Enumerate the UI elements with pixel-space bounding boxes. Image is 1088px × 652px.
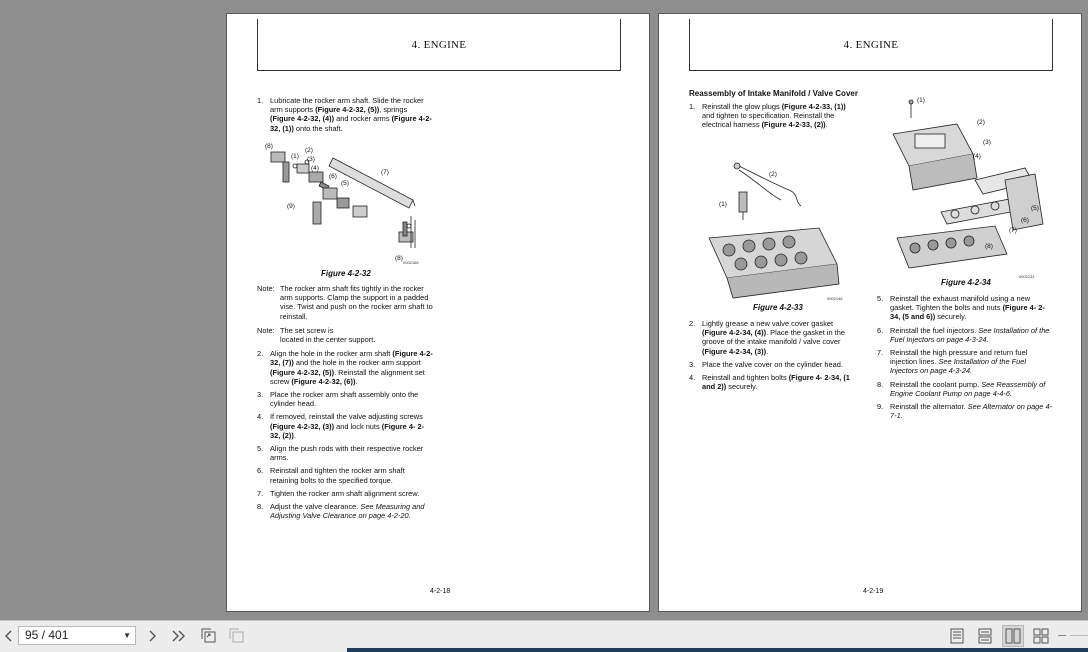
step-item: 2. Align the hole in the rocker arm shaft (Figure 4-2-32, (7)) and the hole in the rocker arm support (Figure 4-2-32, (5)). Reinstall the alignment set screw (Figure 4-2-32, (6)). — [257, 349, 433, 386]
callout-6: (6) — [329, 173, 337, 180]
page-number: 4-2-18 — [430, 588, 451, 595]
step-item: 5. Reinstall the exhaust manifold using a new gasket. Tighten the bolts and nuts (Figure 4- 2-34, (5 and 6)) securely. — [877, 294, 1045, 322]
rocker-arm-figure — [263, 136, 423, 264]
callout-2: (2) — [305, 147, 313, 154]
zoom-slider[interactable] — [1070, 635, 1088, 636]
rotate-copy-button[interactable] — [198, 625, 220, 647]
step-item: 5. Align the push rods with their respective rocker arms. — [257, 444, 424, 463]
two-page-view-button[interactable] — [1002, 625, 1024, 647]
callout-7: (7) — [381, 169, 389, 176]
callout-4: (4) — [973, 153, 981, 160]
continuous-view-button[interactable] — [974, 625, 996, 647]
step-item: 7. Reinstall the high pressure and return fuel injection lines. See Installation of the Fuel Injectors on page 4-3-24. — [877, 348, 1028, 376]
instructions-bottom — [257, 284, 433, 524]
step-item: 1. Reinstall the glow plugs (Figure 4-2-33, (1)) and tighten to specification. Reinstall the electrical harness (Figure 4-2-33, (2)). — [689, 102, 846, 130]
page-header — [689, 19, 1053, 71]
callout-2: (2) — [769, 171, 777, 178]
callout-8b: (8) — [395, 255, 403, 262]
continuous-icon — [977, 628, 993, 644]
step-item: 8. Adjust the valve clearance. See Measuring and Adjusting Valve Clearance on page 4-2-20. — [257, 502, 425, 521]
step-item: 7. Tighten the rocker arm shaft alignment screw. — [257, 488, 420, 498]
single-page-view-button[interactable] — [946, 625, 968, 647]
figure-caption: Figure 4-2-34 — [941, 278, 991, 287]
callout-1: (1) — [719, 201, 727, 208]
page-header — [257, 19, 621, 71]
chevron-left-icon — [4, 629, 14, 643]
last-page-button[interactable] — [168, 625, 190, 647]
caret-down-icon: ▼ — [123, 631, 131, 640]
page-number: 4-2-19 — [863, 588, 884, 595]
two-page-icon — [1005, 628, 1021, 644]
export-page-button[interactable] — [226, 625, 248, 647]
step-item: 4. Reinstall and tighten bolts (Figure 4- 2-34, (1 and 2)) securely. — [689, 373, 850, 392]
note-block: Note: The rocker arm shaft fits tightly in the rocker arm supports. Clamp the support in a padded vise. Twist and push on the rocker arm shaft to reinstall. — [257, 284, 433, 321]
step-item: 4. If removed, reinstall the valve adjusting screws (Figure 4-2-32, (3)) and lock nuts (Figure 4- 2-32, (2)). — [257, 412, 425, 440]
step-item: 6. Reinstall and tighten the rocker arm shaft retaining bolts to the specified torque. — [257, 466, 405, 485]
header-title: 4. ENGINE — [411, 38, 467, 51]
callout-2: (2) — [977, 119, 985, 126]
callout-3: (3) — [983, 139, 991, 146]
figure-code: 0002131 — [1019, 274, 1035, 279]
page-export-icon — [228, 628, 246, 644]
figure-code: 0002146 — [827, 296, 843, 301]
callout-6: (6) — [1021, 217, 1029, 224]
callout-7: (7) — [1009, 227, 1017, 234]
step-item: 6. Reinstall the fuel injectors. See Installation of the Fuel Injectors on page 4-3-24. — [877, 325, 1050, 344]
next-page-button[interactable] — [144, 625, 160, 647]
callout-1: (1) — [917, 97, 925, 104]
instructions-mid — [689, 319, 859, 395]
accent-bar — [347, 648, 1088, 652]
instructions-top — [257, 96, 433, 137]
step-item: 1. Lubricate the rocker arm shaft. Slide the rocker arm supports (Figure 4-2-32, (5)), springs (Figure 4-2-32, (4)) and rocker arms (Figure 4-2-32, (1)) onto the shaft. — [257, 96, 432, 133]
callout-8: (8) — [985, 243, 993, 250]
callout-9: (9) — [287, 203, 295, 210]
two-page-continuous-icon — [1033, 628, 1049, 644]
section-title: Reassembly of Intake Manifold / Valve Cover — [689, 89, 858, 98]
page-copy-icon — [200, 628, 218, 644]
figure-caption: Figure 4-2-32 — [321, 269, 371, 278]
double-chevron-right-icon — [171, 629, 187, 643]
callout-5: (5) — [1031, 205, 1039, 212]
callout-8a: (8) — [265, 143, 273, 150]
valve-cover-figure — [885, 94, 1055, 280]
chevron-right-icon — [147, 629, 157, 643]
figure-code: 0002166 — [403, 260, 419, 264]
step-item: 9. Reinstall the alternator. See Alternator on page 4-7-1. — [877, 402, 1053, 421]
instructions-top — [689, 89, 859, 134]
step-item: 8. Reinstall the coolant pump. See Reassembly of Engine Coolant Pump on page 4-4-6. — [877, 379, 1046, 398]
callout-3: (3) — [307, 156, 315, 163]
glow-plug-figure — [699, 146, 849, 302]
step-item: 3. Place the rocker arm shaft assembly onto the cylinder head. — [257, 390, 419, 409]
two-page-continuous-view-button[interactable] — [1030, 625, 1052, 647]
callout-4: (4) — [311, 165, 319, 172]
page-select[interactable]: 95 / 401 ▼ — [18, 626, 136, 645]
instructions-right — [877, 294, 1055, 424]
header-title: 4. ENGINE — [843, 38, 899, 51]
step-item: 3. Place the valve cover on the cylinder head. — [689, 359, 843, 369]
callout-5: (5) — [341, 180, 349, 187]
previous-page-button[interactable] — [2, 625, 16, 647]
step-item: 2. Lightly grease a new valve cover gasket (Figure 4-2-34, (4)). Place the gasket in the groove of the intake manifold / valve cover (Figure 4-2-34, (3)). — [689, 319, 845, 356]
figure-caption: Figure 4-2-33 — [753, 303, 803, 312]
single-page-icon — [949, 628, 965, 644]
zoom-out-indicator[interactable] — [1058, 635, 1066, 636]
pdf-page-right — [658, 13, 1082, 612]
pdf-page-left — [226, 13, 650, 612]
callout-1: (1) — [291, 153, 299, 160]
note-block: Note: The set screw is located in the center support. — [257, 325, 376, 345]
